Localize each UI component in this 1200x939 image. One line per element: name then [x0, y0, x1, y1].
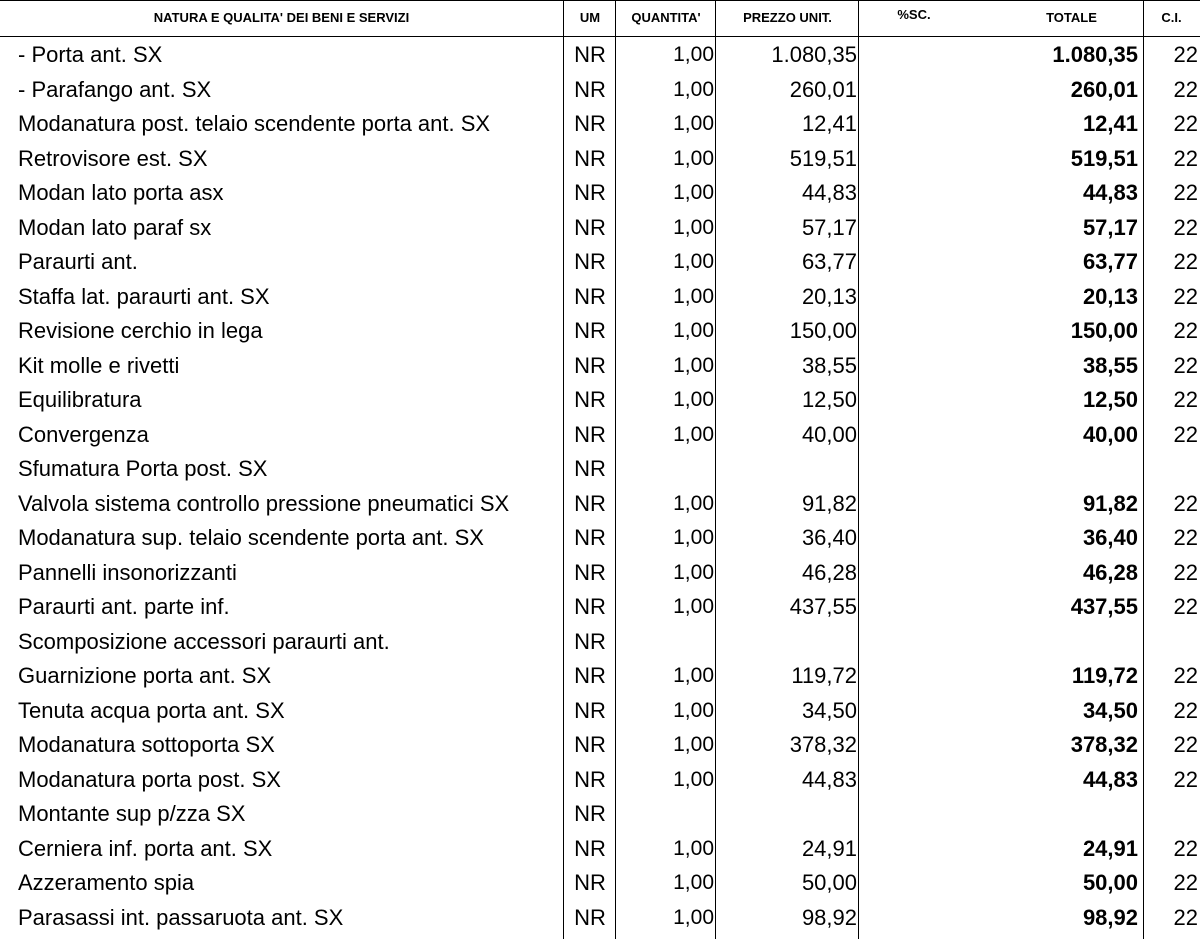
row-ci: 22: [1173, 594, 1198, 619]
table-header: [0, 0, 1200, 36]
row-quantity: 1,00: [673, 526, 714, 549]
row-discount: [861, 797, 971, 832]
table-row: [0, 487, 1200, 522]
row-discount: [861, 556, 971, 591]
header-quantity: QUANTITA': [631, 10, 701, 25]
table-row: [0, 728, 1200, 763]
row-ci: 22: [1173, 525, 1198, 550]
row-um: NR: [574, 663, 606, 688]
row-unit-price: 12,41: [801, 111, 857, 136]
header-total: TOTALE: [1046, 10, 1097, 25]
row-description: Montante sup p/zza SX: [18, 801, 246, 826]
row-ci: 22: [1173, 766, 1198, 792]
row-total: 12,50: [1082, 387, 1138, 412]
row-quantity: 1,00: [673, 77, 714, 101]
row-ci: 22: [1173, 249, 1198, 274]
row-discount: [861, 763, 971, 798]
row-um: NR: [574, 249, 606, 274]
row-total: 34,50: [1082, 697, 1138, 723]
row-total: 1.080,35: [1052, 42, 1138, 67]
row-um: NR: [574, 180, 606, 205]
row-quantity: 1,00: [673, 664, 714, 687]
table-row: [0, 590, 1200, 625]
row-unit-price: 46,28: [801, 559, 857, 585]
row-discount: [861, 487, 971, 522]
row-unit-price: 34,50: [801, 697, 857, 723]
row-um: NR: [574, 870, 606, 895]
row-description: Guarnizione porta ant. SX: [18, 663, 272, 688]
row-quantity: [616, 452, 714, 487]
row-unit-price: 20,13: [801, 283, 857, 309]
row-um: NR: [574, 387, 606, 412]
row-ci: 22: [1173, 697, 1198, 723]
row-total: 519,51: [1070, 145, 1138, 171]
row-description: Modan lato porta asx: [18, 180, 224, 205]
row-um: NR: [574, 456, 606, 481]
row-description: Modanatura sottoporta SX: [18, 732, 275, 757]
table-row: [0, 142, 1200, 177]
row-discount: [861, 38, 971, 73]
top-border: [0, 0, 1200, 1]
row-um: NR: [574, 732, 606, 757]
row-description: Modan lato paraf sx: [18, 214, 212, 240]
row-unit-price: 36,40: [801, 525, 857, 550]
row-unit-price: 519,51: [789, 145, 857, 171]
row-um: NR: [574, 559, 606, 585]
row-quantity: 1,00: [673, 733, 714, 756]
row-total: [1000, 625, 1138, 660]
row-description: Sfumatura Porta post. SX: [18, 456, 268, 481]
row-unit-price: 38,55: [801, 352, 857, 378]
row-total: 150,00: [1070, 318, 1138, 343]
row-total: 12,41: [1082, 111, 1138, 136]
row-um: NR: [574, 42, 606, 67]
row-um: NR: [574, 801, 606, 826]
row-discount: [861, 314, 971, 349]
row-ci: 22: [1173, 559, 1198, 585]
row-ci: 22: [1173, 870, 1198, 895]
row-um: NR: [574, 628, 606, 654]
row-um: NR: [574, 111, 606, 136]
row-discount: [861, 211, 971, 246]
row-um: NR: [574, 490, 606, 516]
table-row: [0, 176, 1200, 211]
row-um: NR: [574, 145, 606, 171]
row-total: 378,32: [1070, 732, 1138, 757]
row-quantity: 1,00: [673, 353, 714, 377]
row-unit-price: 24,91: [801, 835, 857, 861]
row-ci: 22: [1173, 490, 1198, 516]
row-total: 44,83: [1082, 180, 1138, 205]
row-ci: 22: [1173, 352, 1198, 378]
row-unit-price: 98,92: [801, 904, 857, 930]
row-um: NR: [574, 594, 606, 619]
row-um: NR: [574, 421, 606, 447]
row-description: Scomposizione accessori paraurti ant.: [18, 628, 390, 654]
row-discount: [861, 901, 971, 936]
row-ci: 22: [1173, 214, 1198, 240]
row-discount: [861, 590, 971, 625]
row-total: 36,40: [1082, 525, 1138, 550]
table-row: [0, 901, 1200, 936]
table-row: [0, 245, 1200, 280]
row-discount: [861, 694, 971, 729]
row-unit-price: 119,72: [791, 663, 857, 688]
row-total: 20,13: [1082, 283, 1138, 309]
row-ci: [1146, 797, 1198, 832]
table-row: [0, 521, 1200, 556]
table-row: [0, 625, 1200, 660]
row-quantity: 1,00: [673, 319, 714, 342]
row-ci: 22: [1173, 283, 1198, 309]
row-unit-price: 50,00: [801, 870, 857, 895]
table-row: [0, 107, 1200, 142]
row-quantity: 1,00: [673, 595, 714, 618]
row-total: 57,17: [1082, 214, 1138, 240]
row-unit-price: [716, 452, 857, 487]
row-unit-price: [716, 797, 857, 832]
row-quantity: 1,00: [673, 112, 714, 135]
row-description: Modanatura porta post. SX: [18, 766, 281, 792]
row-quantity: 1,00: [673, 491, 714, 515]
row-discount: [861, 349, 971, 384]
row-unit-price: 44,83: [801, 766, 857, 792]
row-total: 437,55: [1070, 594, 1138, 619]
row-um: NR: [574, 318, 606, 343]
table-row: [0, 797, 1200, 832]
row-total: 63,77: [1082, 249, 1138, 274]
row-discount: [861, 728, 971, 763]
row-discount: [861, 452, 971, 487]
row-total: 46,28: [1082, 559, 1138, 585]
table-body: [0, 38, 1200, 935]
row-um: NR: [574, 214, 606, 240]
row-ci: 22: [1173, 387, 1198, 412]
row-discount: [861, 521, 971, 556]
row-unit-price: 12,50: [801, 387, 857, 412]
table-row: [0, 866, 1200, 901]
row-ci: 22: [1173, 42, 1198, 67]
row-description: Azzeramento spia: [18, 870, 195, 895]
row-discount: [861, 383, 971, 418]
row-total: 50,00: [1082, 870, 1138, 895]
row-ci: 22: [1173, 835, 1198, 861]
row-description: Retrovisore est. SX: [18, 145, 208, 171]
row-um: NR: [574, 697, 606, 723]
row-total: 260,01: [1070, 76, 1138, 102]
row-total: 40,00: [1082, 421, 1138, 447]
row-quantity: 1,00: [673, 250, 714, 273]
row-discount: [861, 142, 971, 177]
row-quantity: 1,00: [673, 146, 714, 170]
row-discount: [861, 280, 971, 315]
row-um: NR: [574, 76, 606, 102]
row-um: NR: [574, 352, 606, 378]
row-description: Revisione cerchio in lega: [18, 318, 263, 343]
table-row: [0, 832, 1200, 867]
table-row: [0, 452, 1200, 487]
table-row: [0, 211, 1200, 246]
row-description: - Porta ant. SX: [18, 42, 163, 67]
row-discount: [861, 832, 971, 867]
row-quantity: 1,00: [673, 388, 714, 411]
header-unit-price: PREZZO UNIT.: [743, 10, 832, 25]
row-quantity: [616, 797, 714, 832]
row-description: Pannelli insonorizzanti: [18, 559, 237, 585]
row-quantity: 1,00: [673, 836, 714, 860]
row-unit-price: 260,01: [789, 76, 857, 102]
row-ci: [1146, 625, 1198, 660]
row-discount: [861, 625, 971, 660]
row-total: [1000, 797, 1138, 832]
row-ci: 22: [1173, 318, 1198, 343]
row-ci: 22: [1173, 111, 1198, 136]
header-ci: C.I.: [1161, 10, 1182, 25]
row-ci: 22: [1173, 145, 1198, 171]
row-unit-price: 63,77: [801, 249, 857, 274]
row-discount: [861, 245, 971, 280]
row-quantity: 1,00: [673, 698, 714, 722]
row-description: Staffa lat. paraurti ant. SX: [18, 283, 270, 309]
row-description: Cerniera inf. porta ant. SX: [18, 835, 273, 861]
row-description: Kit molle e rivetti: [18, 352, 180, 378]
table-row: [0, 314, 1200, 349]
row-unit-price: 150,00: [789, 318, 857, 343]
row-ci: 22: [1173, 663, 1198, 688]
row-discount: [861, 659, 971, 694]
row-discount: [861, 107, 971, 142]
row-quantity: 1,00: [673, 871, 714, 894]
row-description: Modanatura sup. telaio scendente porta ant. SX: [18, 525, 484, 550]
row-description: Convergenza: [18, 421, 149, 447]
table-row: [0, 73, 1200, 108]
table-row: [0, 280, 1200, 315]
row-total: 38,55: [1082, 352, 1138, 378]
row-discount: [861, 866, 971, 901]
table-row: [0, 763, 1200, 798]
table-row: [0, 349, 1200, 384]
row-unit-price: 378,32: [789, 732, 857, 757]
row-total: 98,92: [1082, 904, 1138, 930]
row-unit-price: 1.080,35: [771, 42, 857, 67]
row-unit-price: 91,82: [801, 490, 857, 516]
header-description: NATURA E QUALITA' DEI BENI E SERVIZI: [153, 10, 410, 25]
header-divider: [0, 36, 1200, 37]
row-discount: [861, 176, 971, 211]
row-description: Paraurti ant.: [18, 249, 138, 274]
row-description: Equilibratura: [18, 387, 142, 412]
row-ci: 22: [1173, 904, 1198, 930]
row-um: NR: [574, 283, 606, 309]
row-total: 119,72: [1071, 663, 1138, 688]
table-row: [0, 659, 1200, 694]
row-unit-price: 40,00: [801, 421, 857, 447]
row-total: 24,91: [1082, 835, 1138, 861]
table-row: [0, 383, 1200, 418]
row-ci: 22: [1173, 732, 1198, 757]
row-discount: [861, 418, 971, 453]
row-ci: 22: [1173, 180, 1198, 205]
table-row: [0, 38, 1200, 73]
row-quantity: 1,00: [673, 215, 714, 239]
row-quantity: 1,00: [673, 284, 714, 308]
row-quantity: 1,00: [673, 560, 714, 584]
row-um: NR: [574, 835, 606, 861]
row-quantity: 1,00: [673, 181, 714, 204]
header-um: UM: [579, 10, 601, 25]
row-description: Valvola sistema controllo pressione pneumatici SX: [18, 490, 510, 516]
header-discount: %SC.: [897, 7, 931, 22]
row-discount: [861, 73, 971, 108]
row-ci: 22: [1173, 76, 1198, 102]
row-total: 44,83: [1082, 766, 1138, 792]
row-description: Tenuta acqua porta ant. SX: [18, 697, 285, 723]
row-unit-price: 57,17: [801, 214, 857, 240]
row-description: Parasassi int. passaruota ant. SX: [18, 904, 344, 930]
row-quantity: 1,00: [673, 767, 714, 791]
row-quantity: [616, 625, 714, 660]
table-row: [0, 694, 1200, 729]
row-description: Modanatura post. telaio scendente porta ant. SX: [18, 111, 491, 136]
row-um: NR: [574, 525, 606, 550]
row-quantity: 1,00: [673, 422, 714, 446]
row-description: Paraurti ant. parte inf.: [18, 594, 230, 619]
row-unit-price: 44,83: [801, 180, 857, 205]
row-um: NR: [574, 766, 606, 792]
row-total: [1000, 452, 1138, 487]
row-quantity: 1,00: [673, 43, 714, 66]
row-um: NR: [574, 904, 606, 930]
row-total: 91,82: [1082, 490, 1138, 516]
table-row: [0, 556, 1200, 591]
table-row: [0, 418, 1200, 453]
row-description: - Parafango ant. SX: [18, 76, 212, 102]
row-ci: [1146, 452, 1198, 487]
row-unit-price: 437,55: [789, 594, 857, 619]
row-quantity: 1,00: [673, 905, 714, 929]
row-ci: 22: [1173, 421, 1198, 447]
row-unit-price: [716, 625, 857, 660]
